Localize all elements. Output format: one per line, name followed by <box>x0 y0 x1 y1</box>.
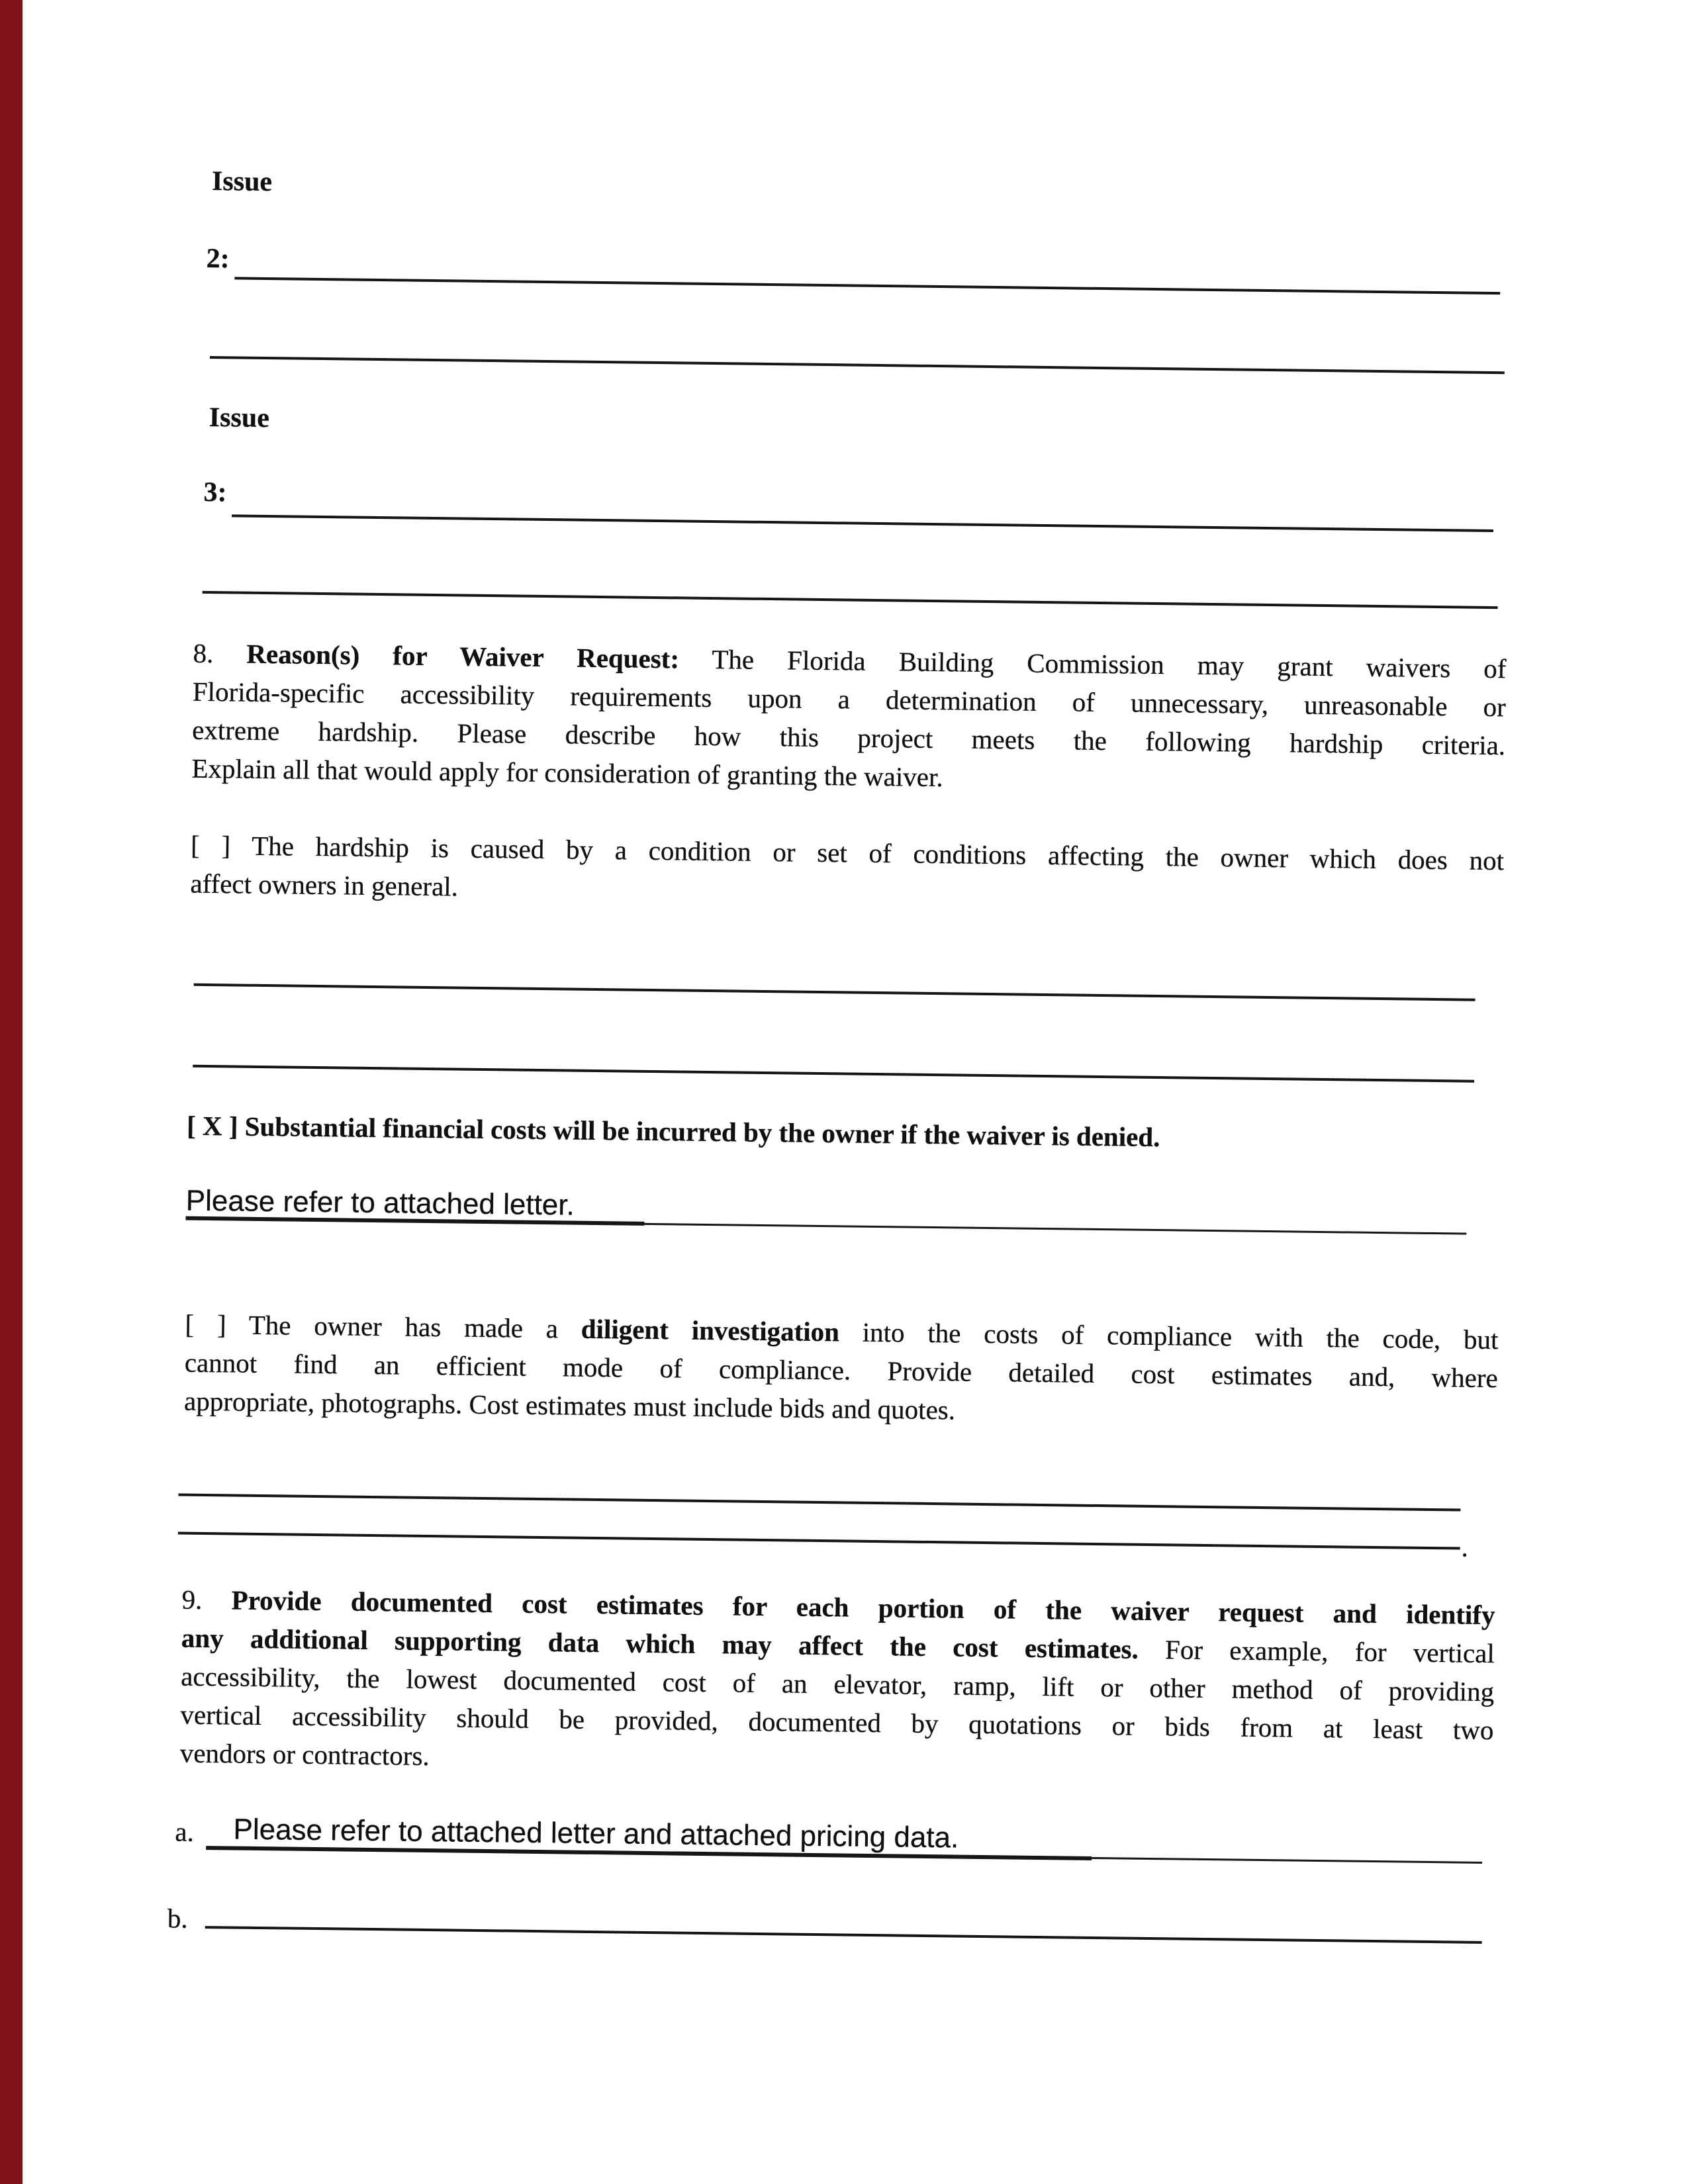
issue-3-number: 3: <box>203 477 227 508</box>
section-8-paragraph <box>191 634 1507 803</box>
substantial-costs-answer-text: Please refer to attached letter. <box>185 1184 575 1222</box>
issue-2-answer-line-2 <box>210 356 1505 374</box>
section-9-line-3: accessibility, the lowest documented cost of an elevator, ramp, lift or other method of providing <box>180 1661 1495 1707</box>
hardship-checkbox-item <box>190 826 1504 919</box>
diligent-answer-line-2 <box>178 1532 1460 1550</box>
item-b-label: b. <box>167 1903 188 1934</box>
section-9-line-2: any additional supporting data which may affect the cost estimates. For example, for vertical <box>181 1622 1495 1669</box>
item-a-label: a. <box>175 1816 195 1847</box>
issue-2-heading: Issue <box>211 166 273 198</box>
section-9-line-4: vertical accessibility should be provided, documented by quotations or bids from at least two <box>180 1699 1494 1746</box>
diligent-checkbox-item <box>184 1305 1499 1436</box>
section-9-paragraph <box>180 1580 1495 1788</box>
section-9-line-5: vendors or contractors. <box>179 1737 430 1772</box>
issue-3-answer-line-1 <box>232 514 1493 532</box>
item-a-answer-line-extension <box>1092 1857 1482 1864</box>
substantial-costs-checkbox-item: [ X ] Substantial financial costs will be incurred by the owner if the waiver is denied. <box>186 1110 1160 1153</box>
issue-3-answer-line-2 <box>203 591 1498 609</box>
section-9-line-1: 9. Provide documented cost estimates for each portion of the waiver request and identify <box>181 1584 1495 1631</box>
diligent-line-1: [ ] The owner has made a diligent investigation into the costs of compliance with the code, but <box>185 1308 1499 1355</box>
diligent-line-2: cannot find an efficient mode of compliance. Provide detailed cost estimates and, where <box>184 1347 1499 1394</box>
issue-2-number: 2: <box>206 243 230 275</box>
diligent-line-3: appropriate, photographs. Cost estimates must include bids and quotes. <box>183 1385 956 1426</box>
substantial-costs-answer-line-extension <box>644 1223 1466 1235</box>
hardship-answer-line-2 <box>193 1065 1474 1083</box>
trailing-period: . <box>1461 1531 1469 1563</box>
section-8-line-3: extreme hardship. Please describe how this project meets the following hardship criteria. <box>191 714 1506 761</box>
section-8-line-2: Florida-specific accessibility requirements upon a determination of unnecessary, unreasonable or <box>192 676 1507 723</box>
section-8-line-4: Explain all that would apply for consideration of granting the waiver. <box>191 752 943 793</box>
hardship-answer-line-1 <box>194 983 1476 1001</box>
item-a-answer-text: Please refer to attached letter and attached pricing data. <box>233 1813 959 1854</box>
issue-3-heading: Issue <box>209 402 270 434</box>
hardship-line-1: [ ] The hardship is caused by a condition or set of conditions affecting the owner which does not <box>190 829 1505 876</box>
issue-2-answer-line-1 <box>234 277 1500 295</box>
hardship-line-2: affect owners in general. <box>190 868 459 902</box>
section-8-line-1: 8. Reason(s) for Waiver Request: The Florida Building Commission may grant waivers of <box>193 637 1507 684</box>
diligent-answer-line-1 <box>178 1494 1460 1512</box>
item-b-answer-line <box>205 1926 1482 1944</box>
